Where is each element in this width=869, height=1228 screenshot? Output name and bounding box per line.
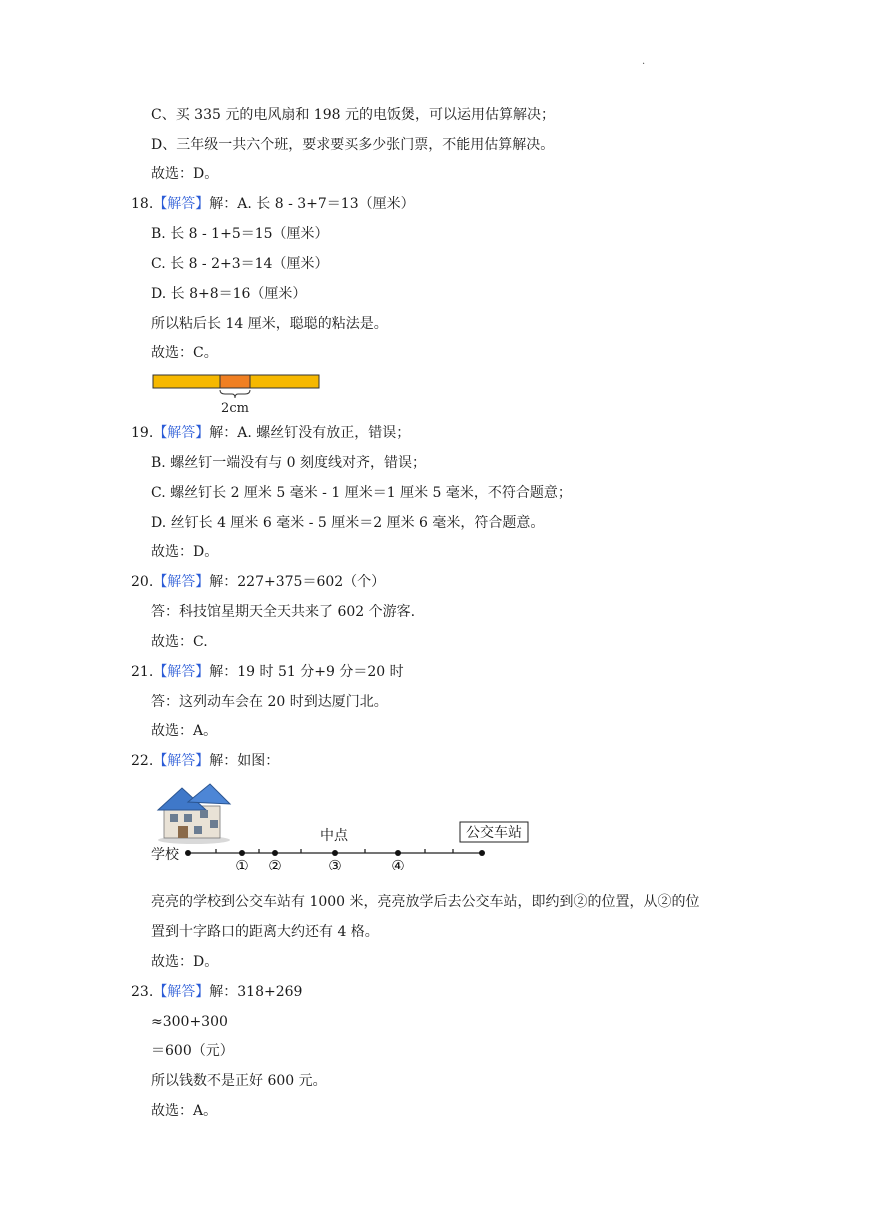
answer-tag: 【解答】 [153, 425, 210, 441]
answer-tag: 【解答】 [153, 664, 210, 680]
marker-4: ④ [391, 857, 405, 870]
bus-stop-label: 公交车站 [466, 825, 522, 841]
overlap-section [220, 375, 250, 388]
text-line: 答：科技馆星期天全天共来了 602 个游客. [151, 604, 416, 620]
answer-text: 解：19 时 51 分+9 分＝20 时 [209, 664, 404, 680]
answer-text: 解：A. 长 8 - 3+7＝13（厘米） [209, 196, 415, 212]
question-number: 18. [131, 196, 154, 212]
text-line: 所以粘后长 14 厘米，聪聪的粘法是。 [151, 316, 388, 332]
text-line: 故选：D。 [151, 954, 219, 970]
text-line: D、三年级一共六个班，要求要买多少张门票，不能用估算解决。 [151, 137, 555, 153]
midpoint [332, 850, 338, 856]
answer-tag: 【解答】 [153, 574, 210, 590]
answer-text: 解：318+269 [209, 984, 303, 1000]
question-number: 23. [131, 984, 154, 1000]
school-point [185, 850, 191, 856]
text-line: B. 长 8 - 1+5＝15（厘米） [151, 226, 329, 242]
answer-text: 解：A. 螺丝钉没有放正，错误； [209, 425, 411, 441]
marker-2: ② [268, 857, 282, 870]
text-line: 故选：A。 [151, 1103, 218, 1119]
answer-text: 解：227+375＝602（个） [209, 574, 386, 590]
text-line: 故选：C. [151, 634, 208, 650]
text-line: B. 螺丝钉一端没有与 0 刻度线对齐，错误； [151, 455, 426, 471]
page-mark: . [642, 56, 646, 67]
question-number: 19. [131, 425, 154, 441]
brace [220, 390, 250, 398]
text-line: 故选：D。 [151, 166, 219, 182]
text-line: 故选：D。 [151, 544, 219, 560]
text-line: C、买 335 元的电风扇和 198 元的电饭煲，可以运用估算解决； [151, 107, 555, 123]
school-label: 学校 [151, 847, 179, 863]
text-line: ＝600（元） [151, 1043, 234, 1059]
length-label: 2cm [221, 401, 249, 416]
answer-tag: 【解答】 [153, 753, 210, 769]
text-line: D. 长 8+8＝16（厘米） [151, 286, 307, 302]
text-line: 置到十字路口的距离大约还有 4 格。 [151, 924, 379, 940]
text-line: 所以钱数不是正好 600 元。 [151, 1073, 327, 1089]
marker-3: ③ [328, 857, 342, 870]
route-figure [150, 780, 540, 870]
point-2 [272, 850, 278, 856]
question-number: 20. [131, 574, 154, 590]
answer-tag: 【解答】 [153, 984, 210, 1000]
text-line: C. 螺丝钉长 2 厘米 5 毫米 - 1 厘米＝1 厘米 5 毫米，不符合题意； [151, 485, 572, 501]
question-23 [131, 982, 302, 1002]
strip-overlap-figure [152, 373, 322, 417]
text-line: ≈300+300 [151, 1014, 228, 1030]
text-line: 答：这列动车会在 20 时到达厦门北。 [151, 694, 388, 710]
text-line: C. 长 8 - 2+3＝14（厘米） [151, 256, 329, 272]
point-4 [395, 850, 401, 856]
marker-1: ① [235, 857, 249, 870]
answer-text: 解：如图： [209, 753, 280, 769]
bus-stop-point [479, 850, 485, 856]
text-line: 故选：C。 [151, 345, 218, 361]
midpoint-label: 中点 [320, 828, 348, 844]
question-19 [131, 423, 410, 443]
question-20 [131, 572, 385, 592]
point-1 [239, 850, 245, 856]
question-21 [131, 662, 404, 682]
question-number: 21. [131, 664, 154, 680]
number-line [150, 780, 540, 870]
question-18 [131, 194, 415, 214]
text-line: 亮亮的学校到公交车站有 1000 米，亮亮放学后去公交车站，即约到②的位置，从②的位 [151, 894, 700, 910]
text-line: D. 丝钉长 4 厘米 6 毫米 - 5 厘米＝2 厘米 6 毫米，符合题意。 [151, 515, 545, 531]
answer-tag: 【解答】 [153, 196, 210, 212]
text-line: 故选：A。 [151, 723, 218, 739]
question-number: 22. [131, 753, 154, 769]
question-22 [131, 751, 279, 771]
